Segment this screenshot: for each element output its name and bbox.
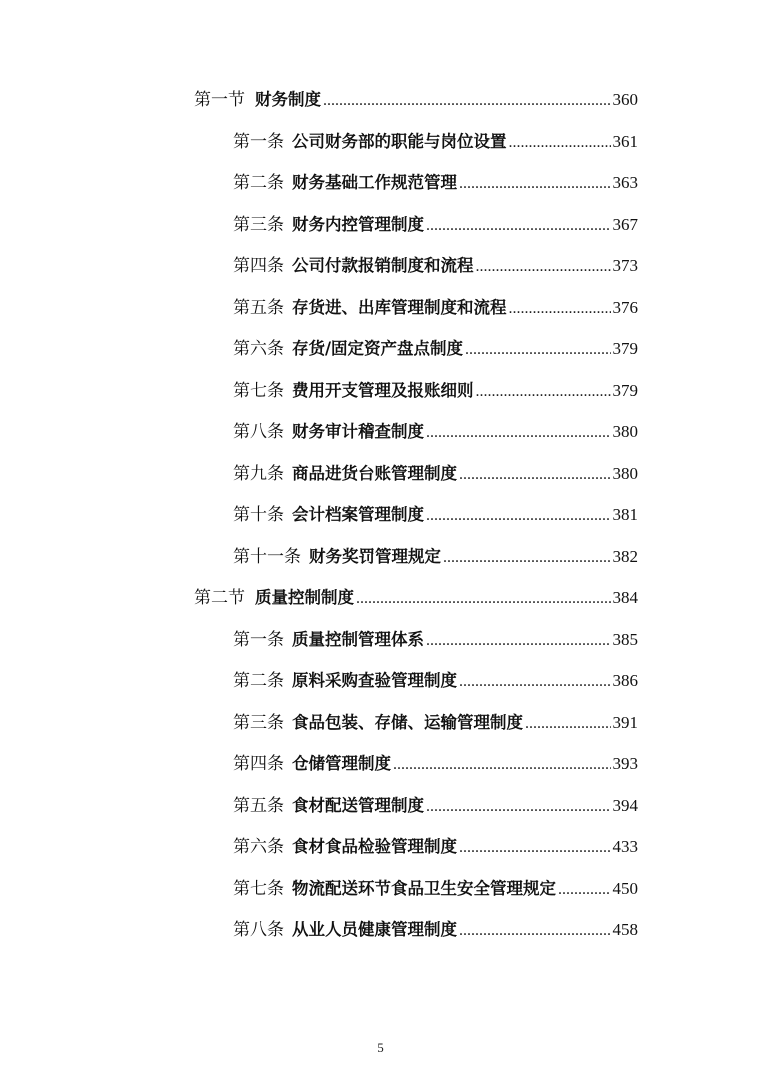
toc-entry-article[interactable] <box>233 628 638 653</box>
toc-entry-page: 381 <box>612 505 638 524</box>
toc-leader-dots <box>459 463 611 487</box>
toc-leader-dots <box>476 255 611 279</box>
toc-leader-dots <box>459 919 611 943</box>
toc-entry-page: 458 <box>612 920 638 939</box>
toc-entry-number: 第一条 <box>233 131 284 152</box>
toc-entry-title: 财务基础工作规范管理 <box>292 173 457 192</box>
toc-entry-number: 第九条 <box>233 463 284 484</box>
toc-entry-article[interactable] <box>233 711 638 736</box>
toc-entry-number: 第一条 <box>233 629 284 650</box>
toc-entry-number: 第六条 <box>233 339 284 359</box>
toc-entry-title: 从业人员健康管理制度 <box>292 920 457 939</box>
toc-leader-dots <box>323 89 611 113</box>
toc-entry-article[interactable] <box>233 752 638 777</box>
page-number: 5 <box>377 1040 384 1055</box>
toc-entry-article[interactable] <box>233 877 638 902</box>
toc-leader-dots <box>525 712 611 736</box>
toc-entry-page: 361 <box>612 131 638 151</box>
toc-entry-article[interactable] <box>233 296 638 321</box>
toc-leader-dots <box>356 587 611 611</box>
toc-entry-page: 382 <box>612 546 638 566</box>
toc-leader-dots <box>558 878 611 902</box>
toc-entry-article[interactable] <box>233 379 638 404</box>
toc-leader-dots <box>426 504 611 528</box>
toc-entry-number: 第二条 <box>233 671 284 691</box>
toc-entry-page: 433 <box>612 837 638 856</box>
toc-entry-title: 财务审计稽查制度 <box>292 422 424 441</box>
toc-entry-article[interactable] <box>233 503 638 528</box>
toc-entry-section[interactable] <box>194 88 638 113</box>
toc-entry-article[interactable] <box>233 835 638 860</box>
toc-entry-page: 379 <box>612 380 638 400</box>
toc-entry-article[interactable] <box>233 918 638 943</box>
toc-leader-dots <box>426 421 611 445</box>
toc-entry-section[interactable] <box>194 586 638 611</box>
toc-entry-number: 第三条 <box>233 712 284 733</box>
toc-entry-article[interactable] <box>233 254 638 279</box>
toc-entry-article[interactable] <box>233 420 638 445</box>
toc-entry-page: 380 <box>612 422 638 441</box>
toc-entry-number: 第十条 <box>233 505 284 525</box>
toc-entry-number: 第二条 <box>233 173 284 193</box>
toc-entry-number: 第四条 <box>233 256 284 276</box>
toc-entry-number: 第四条 <box>233 754 284 774</box>
toc-entry-title: 存货/固定资产盘点制度 <box>292 339 464 358</box>
toc-leader-dots <box>426 795 611 819</box>
toc-entry-number: 第八条 <box>233 920 284 940</box>
toc-entry-article[interactable] <box>233 545 638 570</box>
toc-entry-page: 373 <box>612 256 638 275</box>
toc-entry-page: 394 <box>612 795 638 815</box>
toc-entry-number: 第十一条 <box>233 546 301 567</box>
toc-leader-dots <box>476 380 611 404</box>
toc-leader-dots <box>459 172 611 196</box>
toc-entry-number: 第八条 <box>233 422 284 442</box>
toc-entry-title: 财务奖罚管理规定 <box>309 546 441 566</box>
toc-entry-page: 393 <box>612 754 638 773</box>
toc-entry-article[interactable] <box>233 130 638 155</box>
toc-entry-number: 第七条 <box>233 878 284 899</box>
toc-entry-page: 367 <box>612 214 638 234</box>
toc-entry-title: 物流配送环节食品卫生安全管理规定 <box>292 878 556 898</box>
toc-leader-dots <box>426 629 611 653</box>
toc-leader-dots <box>509 297 611 321</box>
toc-entry-title: 食材配送管理制度 <box>292 795 424 815</box>
toc-entry-title: 食品包装、存储、运输管理制度 <box>292 712 523 732</box>
toc-entry-title: 公司付款报销制度和流程 <box>292 256 474 275</box>
toc-entry-title: 财务制度 <box>255 90 321 109</box>
toc-entry-page: 450 <box>612 878 638 898</box>
toc-entry-number: 第五条 <box>233 795 284 816</box>
toc-entry-page: 363 <box>612 173 638 192</box>
toc-entry-title: 原料采购查验管理制度 <box>292 671 457 690</box>
toc-entry-title: 质量控制管理体系 <box>292 629 424 649</box>
toc-entry-article[interactable] <box>233 462 638 487</box>
toc-entry-article[interactable] <box>233 337 638 362</box>
toc-entry-page: 380 <box>612 463 638 483</box>
toc-leader-dots <box>509 131 611 155</box>
toc-leader-dots <box>393 753 611 777</box>
toc-entry-number: 第七条 <box>233 380 284 401</box>
toc-entry-page: 385 <box>612 629 638 649</box>
toc-entry-title: 存货进、出库管理制度和流程 <box>292 297 507 317</box>
toc-entry-page: 384 <box>612 588 638 607</box>
toc-entry-title: 会计档案管理制度 <box>292 505 424 524</box>
toc-entry-page: 386 <box>612 671 638 690</box>
toc-entry-page: 376 <box>612 297 638 317</box>
toc-entry-number: 第二节 <box>194 588 245 608</box>
toc-entry-title: 仓储管理制度 <box>292 754 391 773</box>
toc-entry-title: 费用开支管理及报账细则 <box>292 380 474 400</box>
toc-leader-dots <box>426 214 611 238</box>
toc-leader-dots <box>459 670 611 694</box>
toc-leader-dots <box>459 836 611 860</box>
toc-entry-article[interactable] <box>233 669 638 694</box>
toc-entry-number: 第三条 <box>233 214 284 235</box>
toc-entry-title: 商品进货台账管理制度 <box>292 463 457 483</box>
toc-entry-article[interactable] <box>233 794 638 819</box>
toc-entry-article[interactable] <box>233 171 638 196</box>
toc-entry-number: 第一节 <box>194 90 245 110</box>
toc-entry-page: 391 <box>612 712 638 732</box>
toc-leader-dots <box>443 546 611 570</box>
toc-entry-title: 食材食品检验管理制度 <box>292 837 457 856</box>
toc-entry-title: 财务内控管理制度 <box>292 214 424 234</box>
toc-entry-article[interactable] <box>233 213 638 238</box>
toc-leader-dots <box>465 338 610 362</box>
toc-entry-page: 379 <box>612 339 638 358</box>
toc-entry-page: 360 <box>612 90 638 109</box>
toc-entry-title: 公司财务部的职能与岗位设置 <box>292 131 507 151</box>
toc-entry-number: 第五条 <box>233 297 284 318</box>
toc-entry-title: 质量控制制度 <box>255 588 354 607</box>
toc-entry-number: 第六条 <box>233 837 284 857</box>
